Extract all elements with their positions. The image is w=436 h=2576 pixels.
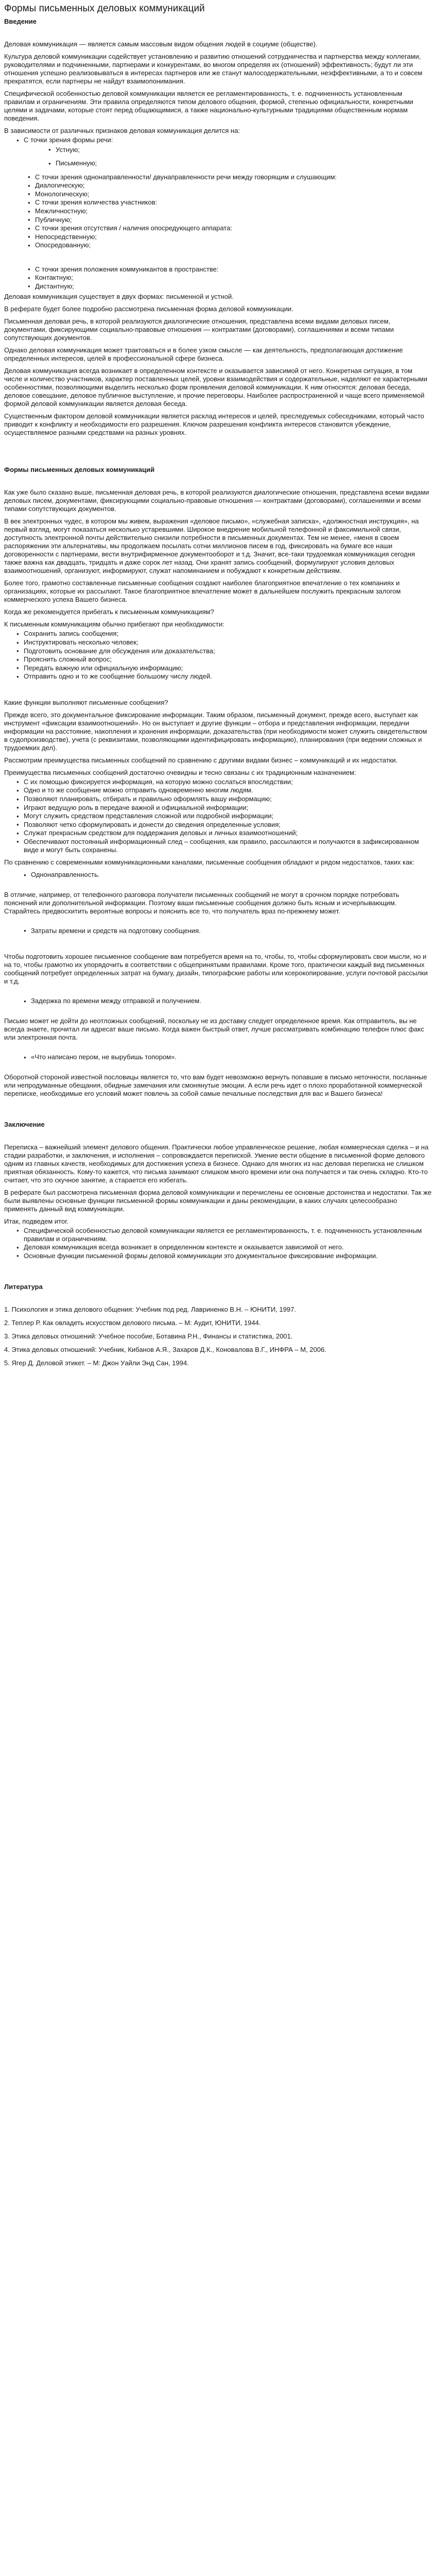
list-item: ● Письменную; — [56, 159, 432, 168]
list-item: ● Служат прекрасным средством для поддержания деловых и личных взаимоотношений; — [24, 829, 432, 838]
intro-paragraph: Деловая коммуникация — является самым массовым видом общения людей в социуме (обществе). — [4, 40, 318, 48]
list-item: ● Могут служить средством представления сложной или подробной информации; — [24, 812, 432, 821]
forms-paragraph: Рассмотрим преимущества письменных сообщений по сравнению с другими видами бизнес – коммуникаций и их недостатки. — [4, 756, 398, 764]
intro-paragraph: Деловая коммуникация всегда возникает в определенном контексте и оказывается зависимой от него. Конкретная ситуация, в том числе и количество участников, характер поставленных целей, уровни взаимодействия и содержательные, наделяют ее характерными особенностями, позволяющими выделить несколько форм проявления деловой коммуникации. К ним относятся: деловая беседа, деловое совещание, деловое публичное выступление, и прочие переговоры. Наиболее распространенной и чаще всего применяемой формой деловой коммуникации является деловая беседа. — [4, 367, 428, 408]
list-item: ● Передать важную или официальную информацию; — [24, 664, 432, 673]
summary-list — [4, 1227, 432, 1261]
needs-list — [4, 630, 432, 681]
list-item: ● Позволяют четко сформулировать и донести до сведения определенные условия; — [24, 821, 432, 829]
conclusion-paragraph: Итак, подведем итог. — [4, 1217, 68, 1225]
forms-paragraph: Чтобы подготовить хорошее письменное сообщение вам потребуется время на то, чтобы, то, чтобы сформулировать свои мысли, но и на то, чтобы грамотно их упорядочить в соответствии с общепринятыми правилами. Кроме того, практически каждый вид письменных сообщений потребует определенных затрат на бумагу, дизайн, типографские работы или ксерокопирование, услуги почтовой рассылки и т.д. — [4, 953, 428, 986]
disadvantage-item — [4, 927, 432, 936]
classification-group-a — [4, 173, 432, 250]
forms-paragraph: Письмо может не дойти до неотложных сообщений, поскольку не из доставку следует определенное время. Как отправитель, вы не всегда знаете, прочитал ли адресат ваше письмо. Когда важен быстрый ответ, лучше рассматривать комбинацию телефон плюс факс или электронная почта. — [4, 1017, 424, 1041]
list-item: ● Дистантную; — [35, 282, 432, 291]
forms-paragraph: Более того, грамотно составленные письменные сообщения создают наиболее благоприятное впечатление о тех компаниях и организациях, которые их рассылают. Такое благоприятное впечатление может в дальнейшем послужить прекрасным залогом коммерческого успеха Вашего бизнеса. — [4, 579, 401, 604]
list-item: ● Публичную; — [35, 216, 432, 225]
intro-paragraph: Специфической особенностью деловой коммуникации является ее регламентированность, т. е. подчиненность установленным правилам и ограничениям. Эти правила определяются типом делового общения, формой, степенью официальности, конкретными целями и задачами, которые стоят перед общающимися, а также национально-культурными традициями общественным нормам поведения. — [4, 90, 413, 122]
list-item: ● С точки зрения положения коммуникантов в пространстве: — [35, 265, 432, 274]
list-item: ● Сохранить запись сообщения; — [24, 630, 432, 638]
list-item: ● Устную; — [56, 146, 432, 155]
disadvantage-item — [4, 871, 432, 879]
intro-paragraph: Однако деловая коммуникация может трактоваться и в более узком смысле — как деятельность, предполагающая достижение определенных интересов, целей в профессиональной сфере бизнеса. — [4, 346, 403, 363]
list-item: ● С точки зрения отсутствия / наличия опосредующего аппарата: — [35, 224, 432, 233]
forms-paragraph: Оборотной стороной известной пословицы является то, что вам будет невозможно вернуть попавшие в письмо неточности, посланные или непродуманные обещания, обидные замечания или смонянутые эмоции. А если речь идет о плохо проработанной коммерческой переписке, необходимые его условий может повлечь за собой самые печальные последствия для вас и Вашего бизнеса! — [4, 1073, 427, 1097]
intro-paragraph: Существенным фактором деловой коммуникации является расклад интересов и целей, преследуемых собеседниками, который часто приводит к конфликту и необходимости его разрешения. Ключом разрешения конфликта интересов становится убеждение, осуществляемое разными средствами на разных уровнях. — [4, 412, 425, 437]
forms-paragraph: В отличие, например, от телефонного разговора получатели письменных сообщений не могут в срочном порядке потребовать пояснений или дополнительной информации. Поэтому ваши письменные сообщения должно быть ясным и исчерпывающим. Старайтесь предвосхитить вероятные вопросы и пояснить все то, что получатель враз по-прежнему может. — [4, 890, 399, 915]
intro-paragraph: Письменная деловая речь, в которой реализуются диалогические отношения, представлена всеми видами деловых писем, документами, фиксирующими социально-правовые отношения — контрактами (договорами), соглашениями и всеми типами сопутствующих документов. — [4, 317, 394, 342]
list-item: ● Однонаправленность. — [31, 871, 432, 879]
list-item: ● Межличностную; — [35, 207, 432, 216]
page-title: Формы письменных деловых коммуникаций — [4, 3, 205, 14]
intro-paragraph: В зависимости от различных признаков деловая коммуникация делится на: — [4, 127, 240, 134]
list-item: ● Подготовить основание для обсуждения или доказательства; — [24, 647, 432, 656]
list-item: ● Инструктировать несколько человек; — [24, 638, 432, 647]
disadvantage-item — [4, 1053, 432, 1062]
forms-paragraph: Преимущества письменных сообщений достаточно очевидны и тесно связаны с их традиционным назначением: — [4, 768, 356, 776]
literature-heading: Литература — [4, 1283, 43, 1291]
literature-item: 4. Этика деловых отношений: Учебник, Кибанов А.Я., Захаров Д.К., Коновалова В.Г., ИНФРА – М, 2006. — [4, 1346, 326, 1354]
list-item: ● Непосредственную; — [35, 233, 432, 242]
literature-item: 2. Теплер Р. Как овладеть искусством делового письма. – М: Аудит, ЮНИТИ, 1944. — [4, 1319, 261, 1327]
list-item: ● Монологическую; — [35, 190, 432, 199]
list-item: ● Обеспечивают постоянный информационный след – сообщения, как правило, рассылаются и получаются в зафиксированном виде и могут быть сохранены. — [24, 838, 432, 855]
list-item: ● Специфической особенностью деловой коммуникации является ее регламентированность, т. е. подчиненность установленным правилам и ограничениям. — [24, 1227, 432, 1244]
forms-paragraph: К письменным коммуникациям обычно прибегают при необходимости: — [4, 620, 224, 629]
list-item: ● Прояснить сложный вопрос; — [24, 655, 432, 664]
literature-item: 1. Психология и этика делового общения: Учебник под ред. Лавриненко В.Н. – ЮНИТИ, 1997. — [4, 1306, 297, 1314]
list-item: ● Контактную; — [35, 274, 432, 282]
intro-paragraph: Деловая коммуникация существует в двух формах: письменной и устной. — [4, 293, 234, 301]
list-item: ● Задержка по времени между отправкой и получением. — [31, 997, 432, 1006]
intro-paragraph: Культура деловой коммуникации содействует установлению и развитию отношений сотрудничества и партнерства между коллегами, руководителями и подчиненными, партнерами и конкурентами, во многом определяя их (отношений) эффективность; будут ли эти отношения успешно реализовываться в интересах партнеров или же станут малосодержательными, неэффективными, а то и совсем прекратятся, если партнеры не найдут взаимопонимания. — [4, 53, 423, 85]
list-item: ● С их помощью фиксируется информация, на которую можно сослаться впоследствии; — [24, 778, 432, 787]
advantages-list — [4, 778, 432, 855]
literature-item: 3. Этика деловых отношений: Учебное пособие, Ботавина Р.Н., Финансы и статистика, 2001. — [4, 1332, 293, 1341]
forms-paragraph: По сравнению с современными коммуникационными каналами, письменные сообщения обладают и рядом недостатков, таких как: — [4, 858, 414, 867]
list-item: ● Диалогическую; — [35, 181, 432, 190]
literature-item: 5. Ягер Д. Деловой этикет. – М: Джон Уайли Энд Сан, 1994. — [4, 1359, 189, 1367]
intro-paragraph: В реферате будет более подробно рассмотрена письменная форма деловой коммуникации. — [4, 305, 293, 313]
list-item: ● Затраты времени и средств на подготовку сообщения. — [31, 927, 432, 936]
list-item: ● С точки зрения однонаправленности/ двунаправленности речи между говорящим и слушающим: — [35, 173, 432, 182]
list-item: ● Одно и то же сообщение можно отправить одновременно многим людям. — [24, 786, 432, 795]
list-item: ● Деловая коммуникация всегда возникает в определенном контексте и оказывается зависимой от него. — [24, 1243, 432, 1252]
forms-heading: Формы письменных деловых коммуникаций — [4, 466, 155, 474]
classification-group-b — [4, 265, 432, 291]
forms-paragraph: Когда же рекомендуется прибегать к письменным коммуникациям? — [4, 608, 214, 616]
forms-paragraph: В век электронных чудес, в котором мы живем, выражения «деловое письмо», «служебная записка», «должностная инструкция», на первый взгляд, могут показаться несколько устаревшими. Широкое внедрение мобильной телефонной и факсимильной связи, доступность электронной почты действительно снизили потребности в письменных документах. Тем не менее, «меня в своем распоряжении эти альтернативы, мы продолжаем посылать сотни миллионов писем в год, фиксировать на бумаге все наши договоренности с партнерами, вести внутрифирменное документооборот и т.д. Значит, все-таки трудоемкая коммуникация сегодня также важна как двадцать, тридцать и даже сорок лет назад. Они хранят запись сообщений, формулируют условия деловых взаимоотношений, организуют, информируют, служат напоминанием и побуждают к конкретным действиям. — [4, 517, 419, 575]
forms-paragraph: Прежде всего, это документальное фиксирование информации. Таким образом, письменный документ, прежде всего, выступает как инструмент «фиксации взаимоотношений». Но он выступает и другие функции – отбора и представления информации, передачи информации на расстояние, накопления и хранения информации, доказательства (при необходимости может служить свидетельством в судопроизводстве), учета (с реквизитами, позволяющими идентифицировать информацию), планирования (при ведении сложных и трудоемких дел). — [4, 710, 427, 752]
intro-heading: Введение — [4, 18, 37, 25]
list-item: ● Позволяют планировать, отбирать и правильно оформлять вашу информацию; — [24, 795, 432, 804]
list-item: ● Играют ведущую роль в передаче важной и официальной информации; — [24, 804, 432, 812]
list-item: ● Основные функции письменной формы деловой коммуникации это документальное фиксирование информации. — [24, 1252, 432, 1261]
classification-list — [4, 136, 432, 145]
conclusion-paragraph: В реферате был рассмотрена письменная форма деловой коммуникации и перечислены ее основные достоинства и недостатки. Так же были выявлены основные функции письменной формы коммуникации и даны рекомендации, в каких случаях целесообразно применять данный вид коммуникации. — [4, 1188, 432, 1213]
conclusion-heading: Заключение — [4, 1120, 45, 1128]
forms-paragraph: Какие функции выполняют письменные сообщения? — [4, 698, 168, 706]
disadvantage-item — [4, 997, 432, 1006]
forms-paragraph: Как уже было сказано выше, письменная деловая речь, в которой реализуются диалогические отношения, представлена всеми видами деловых писем, документами, фиксирующими социально-правовые отношения — контрактами (договорами), соглашениями и всеми типами сопутствующих документов. — [4, 488, 429, 513]
list-item: ● «Что написано пером, не вырубишь топором». — [31, 1053, 432, 1062]
list-item: ● Опосредованную; — [35, 241, 432, 250]
speech-form-list — [4, 146, 432, 168]
list-item: ● С точки зрения формы речи: — [24, 136, 432, 145]
conclusion-paragraph: Переписка – важнейший элемент делового общения. Практически любое управленческое решение, любая коммерческая сделка – и на стадии разработки, и заключения, и исполнения – сопровождается перепиской. Умение вести общение в письменной форме делового одним из главных качеств, необходимых для достижения успеха в бизнесе. Однако для многих из нас деловая переписка не слишком приятная обязанность. Кому-то кажется, что письма занимают слишком много времени или она получается и так очень складно. Кто-то считает, что это скучное занятие, а старается его избегать. — [4, 1143, 429, 1184]
list-item: ● С точки зрения количества участников: — [35, 198, 432, 207]
list-item: ● Отправить одно и то же сообщение большому числу людей. — [24, 672, 432, 681]
